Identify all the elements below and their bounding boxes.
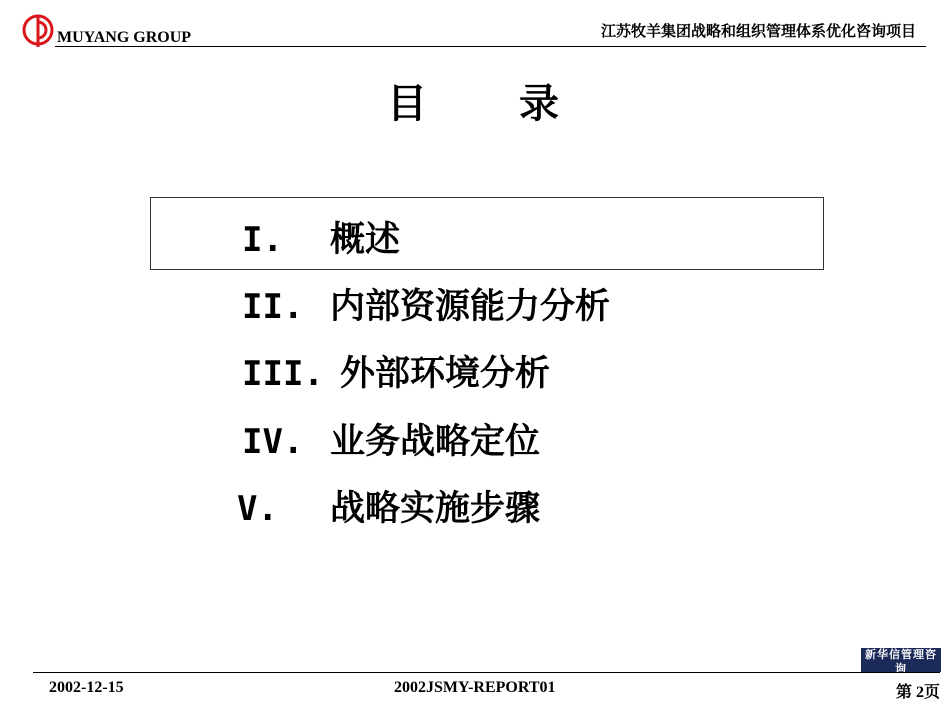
toc-number: III. [242,354,324,394]
toc-number: IV. [242,422,304,462]
toc-number: V. [237,489,278,529]
toc-number: I. [242,220,283,260]
toc-label: 外部环境分析 [340,354,551,394]
consultant-logo-badge [861,648,941,684]
brand-name: MUYANG GROUP [57,29,192,46]
toc-label: 概述 [330,220,401,260]
page-title: 目 录 [387,81,563,127]
footer-date: 2002-12-15 [49,679,124,696]
header-divider [55,46,926,47]
consultant-name-cn: 新华信管理咨询 [865,648,937,675]
footer-divider [33,672,940,673]
toc-label: 战略实施步骤 [330,489,541,529]
page-number: 第 2页 [895,684,940,701]
toc-label: 内部资源能力分析 [330,287,611,327]
consultant-name-en: SINOTRUST [871,676,931,684]
muyang-logo-icon [22,14,56,48]
toc-label: 业务战略定位 [330,422,541,462]
footer-report-id: 2002JSMY-REPORT01 [394,679,556,696]
project-title: 江苏牧羊集团战略和组织管理体系优化咨询项目 [600,22,916,40]
toc-number: II. [242,287,304,327]
